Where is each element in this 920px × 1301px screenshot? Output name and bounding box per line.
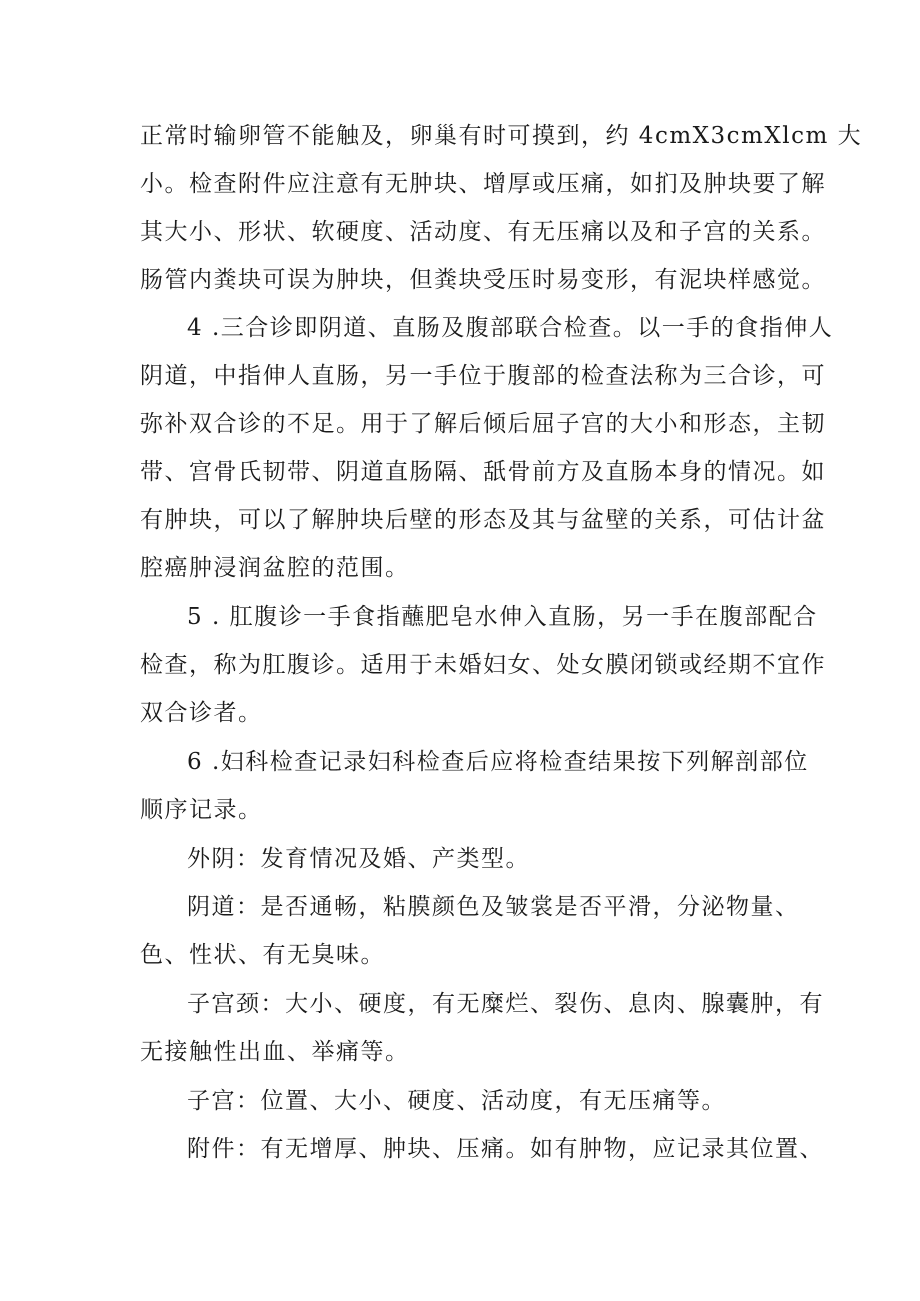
paragraph-rectoabdominal-exam [140, 593, 826, 737]
paragraph-vagina [140, 883, 800, 979]
text-line: 6 .妇科检查记录妇科检查后应将检查结果按下列解剖部位 [187, 749, 809, 775]
text-line: 子宫颈：大小、硬度，有无糜烂、裂伤、息肉、腺囊肿，有 [187, 991, 824, 1017]
text-line: 带、宫骨氏韧带、阴道直肠隔、舐骨前方及直肠本身的情况。如 [140, 459, 826, 485]
text-line: 肠管内粪块可误为肿块，但粪块受压时易变形，有泥块样感觉。 [140, 267, 826, 293]
text-line: 弥补双合诊的不足。用于了解后倾后屈子宫的大小和形态，主韧 [140, 411, 826, 437]
paragraph-adnexa [140, 1125, 824, 1173]
text-line: 顺序记录。 [140, 797, 263, 823]
text-line: 其大小、形状、软硬度、活动度、有无压痛以及和子宫的关系。 [140, 219, 826, 245]
text-line: 双合诊者。 [140, 700, 263, 726]
text-line: 小。检查附件应注意有无肿块、增厚或压痛，如扪及肿块要了解 [140, 171, 826, 197]
text-line: 色、性状、有无臭味。 [140, 942, 385, 968]
paragraph-uterus [140, 1077, 800, 1125]
text-line: 有肿块，可以了解肿块后壁的形态及其与盆壁的关系，可估计盆 [140, 507, 826, 533]
text-line: 4 .三合诊即阴道、直肠及腹部联合检查。以一手的食指伸人 [187, 315, 834, 341]
text-line: 阴道：是否通畅，粘膜颜色及皱裳是否平滑，分泌物量、 [187, 894, 800, 920]
text-line: 5 . 肛腹诊一手食指蘸肥皂水伸入直肠，另一手在腹部配合 [187, 604, 818, 630]
paragraph-adnexa-palpation [140, 112, 863, 304]
text-line: 无接触性出血、举痛等。 [140, 1039, 410, 1065]
text-line: 检查，称为肛腹诊。适用于未婚妇女、处女膜闭锁或经期不宜作 [140, 652, 826, 678]
text-line: 腔癌肿浸润盆腔的范围。 [140, 555, 410, 581]
paragraph-cervix [140, 980, 824, 1076]
text-line: 附件：有无增厚、肿块、压痛。如有肿物，应记录其位置、 [187, 1136, 824, 1162]
paragraph-exam-record [140, 738, 809, 834]
text-line: 正常时输卵管不能触及，卵巢有时可摸到，约 4cmX3cmXlcm 大 [140, 123, 863, 149]
paragraph-trimanual-exam [140, 304, 834, 592]
text-line: 子宫：位置、大小、硬度、活动度，有无压痛等。 [187, 1088, 726, 1114]
paragraph-vulva [140, 835, 800, 883]
text-line: 阴道，中指伸人直肠，另一手位于腹部的检查法称为三合诊，可 [140, 363, 826, 389]
text-line: 外阴：发育情况及婚、产类型。 [187, 846, 530, 872]
